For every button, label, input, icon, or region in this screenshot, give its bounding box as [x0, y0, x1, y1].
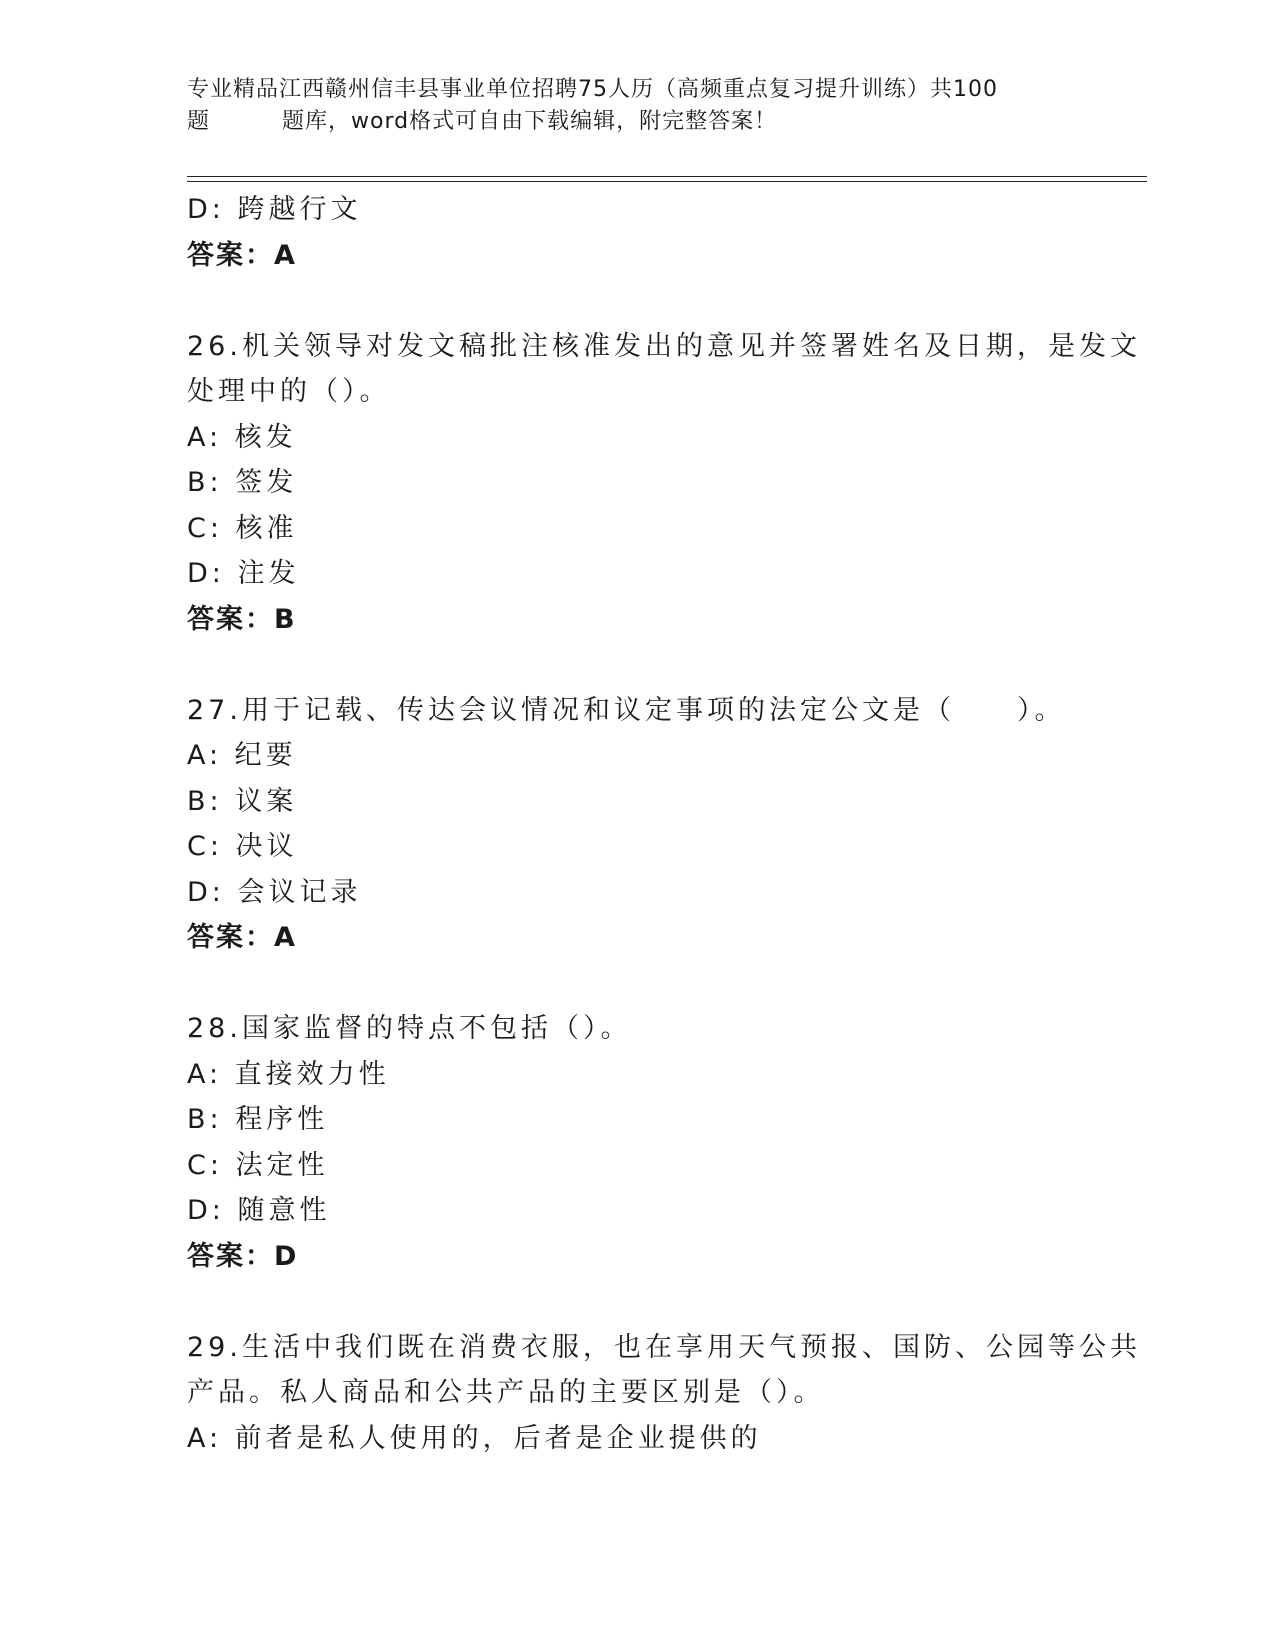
option-a: A: 前者是私人使用的，后者是企业提供的	[187, 1422, 762, 1454]
question-stem-continued: 处理中的（）。	[187, 376, 391, 407]
option-b: B: 议案	[187, 785, 298, 817]
option-b: B: 程序性	[187, 1104, 329, 1135]
option-c: C: 核准	[187, 512, 298, 544]
answer: 答案：B	[187, 603, 297, 635]
question-stem: 29.生活中我们既在消费衣服，也在享用天气预报、国防、公园等公共	[187, 1331, 1141, 1363]
answer: 答案：A	[187, 922, 297, 953]
header-title-line2-right: 题库，word格式可自由下载编辑，附完整答案！	[282, 109, 778, 134]
header-title-line2	[187, 106, 1067, 138]
answer: 答案：D	[187, 1240, 299, 1272]
option-a: A: 核发	[187, 421, 297, 453]
header-title-line1: 专业精品江西赣州信丰县事业单位招聘75人历（高频重点复习提升训练）共100	[187, 77, 998, 102]
question-stem: 28.国家监督的特点不包括（）。	[187, 1013, 632, 1044]
option-c: C: 决议	[187, 831, 298, 862]
question-27	[187, 688, 1087, 961]
page-header	[187, 74, 1067, 138]
header-rule-bottom	[187, 181, 1147, 182]
header-title-line2-left: 题	[187, 109, 211, 134]
question-29	[187, 1325, 1141, 1462]
question-26	[187, 324, 1141, 643]
header-gap	[210, 106, 282, 138]
carryover-answer: 答案：A	[187, 239, 297, 271]
header-rule-top	[187, 176, 1147, 177]
option-c: C: 法定性	[187, 1149, 329, 1181]
option-a: A: 纪要	[187, 740, 297, 771]
question-stem: 26.机关领导对发文稿批注核准发出的意见并签署姓名及日期，是发文	[187, 330, 1141, 362]
option-d: D: 会议记录	[187, 876, 362, 908]
option-a: A: 直接效力性	[187, 1058, 390, 1090]
question-stem: 27.用于记载、传达会议情况和议定事项的法定公文是（ ）。	[187, 694, 1066, 726]
question-spacer	[187, 642, 1087, 688]
question-28	[187, 1006, 1087, 1279]
option-d: D: 随意性	[187, 1195, 331, 1226]
option-d: D: 注发	[187, 558, 300, 589]
option-b: B: 签发	[187, 467, 298, 498]
question-spacer	[187, 278, 1087, 324]
question-stem-continued: 产品。私人商品和公共产品的主要区别是（）。	[187, 1377, 825, 1408]
question-content	[187, 187, 1141, 1461]
carryover-option-d: D: 跨越行文	[187, 194, 362, 225]
question-spacer	[187, 1279, 1087, 1325]
question-spacer	[187, 961, 1087, 1007]
